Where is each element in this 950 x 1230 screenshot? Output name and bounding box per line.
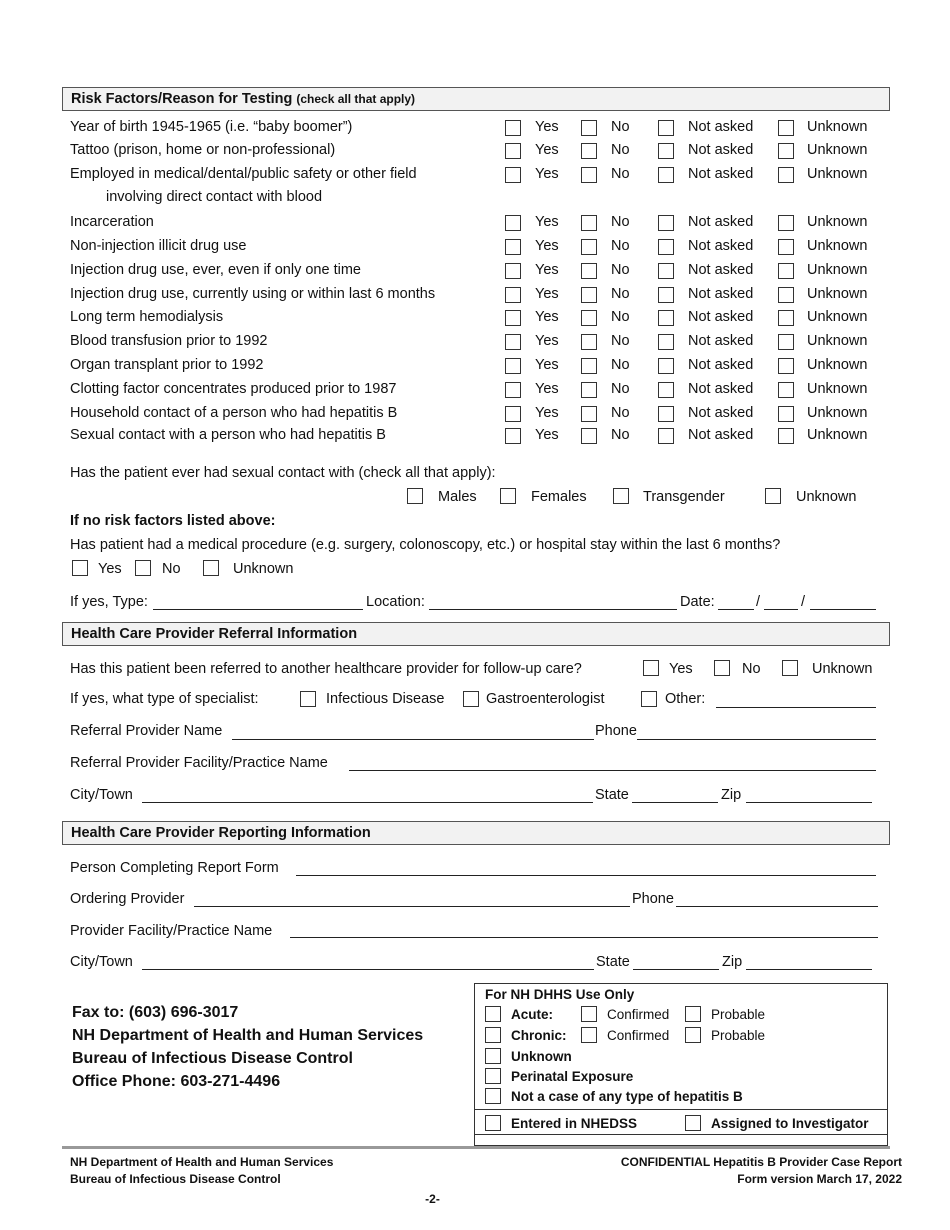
referral-title: Health Care Provider Referral Information	[71, 626, 358, 642]
sexual-contact-transgender-checkbox[interactable]	[613, 488, 629, 504]
risk-unknown-label: Unknown	[807, 286, 868, 302]
acute-probable-checkbox[interactable]	[685, 1006, 701, 1022]
risk-row-label: Non-injection illicit drug use	[70, 238, 247, 254]
risk-factors-title: Risk Factors/Reason for Testing	[71, 91, 293, 107]
referral-unknown-label: Unknown	[812, 661, 873, 677]
chronic-probable-checkbox[interactable]	[685, 1027, 701, 1043]
risk-yes-checkbox[interactable]	[505, 143, 521, 159]
referral-zip-field[interactable]	[746, 802, 872, 803]
risk-no-checkbox[interactable]	[581, 215, 597, 231]
provider-city-field[interactable]	[142, 969, 594, 970]
risk-no-label: No	[611, 405, 630, 421]
risk-unknown-checkbox[interactable]	[778, 167, 794, 183]
risk-yes-label: Yes	[535, 427, 559, 443]
procedure-unknown-label: Unknown	[233, 561, 294, 577]
contact-fax: Fax to: (603) 696-3017	[72, 1004, 239, 1021]
risk-no-label: No	[611, 427, 630, 443]
dhhs-unknown-label: Unknown	[511, 1049, 572, 1064]
risk-not-asked-checkbox[interactable]	[658, 382, 674, 398]
procedure-type-field[interactable]	[153, 609, 363, 610]
risk-unknown-checkbox[interactable]	[778, 263, 794, 279]
risk-yes-checkbox[interactable]	[505, 239, 521, 255]
risk-unknown-checkbox[interactable]	[778, 358, 794, 374]
risk-no-checkbox[interactable]	[581, 287, 597, 303]
risk-yes-checkbox[interactable]	[505, 215, 521, 231]
risk-row-label: Household contact of a person who had hepatitis B	[70, 405, 398, 421]
chronic-probable-label: Probable	[711, 1028, 766, 1043]
risk-not-asked-label: Not asked	[688, 238, 754, 254]
referral-city-label: City/Town	[70, 787, 133, 803]
perinatal-label: Perinatal Exposure	[511, 1069, 634, 1084]
acute-confirmed-label: Confirmed	[607, 1007, 670, 1022]
reporting-header	[62, 821, 890, 845]
risk-yes-label: Yes	[535, 166, 559, 182]
chronic-confirmed-label: Confirmed	[607, 1028, 670, 1043]
dhhs-title: For NH DHHS Use Only	[485, 987, 635, 1002]
risk-no-label: No	[611, 262, 630, 278]
risk-unknown-checkbox[interactable]	[778, 310, 794, 326]
risk-yes-label: Yes	[535, 357, 559, 373]
risk-no-checkbox[interactable]	[581, 239, 597, 255]
procedure-location-field[interactable]	[429, 609, 677, 610]
footer-form-version: Form version March 17, 2022	[737, 1172, 902, 1186]
sexual-contact-males-label: Males	[438, 489, 477, 505]
risk-factors-subtitle: (check all that apply)	[296, 92, 416, 106]
risk-yes-checkbox[interactable]	[505, 334, 521, 350]
risk-yes-label: Yes	[535, 309, 559, 325]
risk-not-asked-checkbox[interactable]	[658, 334, 674, 350]
risk-unknown-checkbox[interactable]	[778, 334, 794, 350]
assigned-investigator-label: Assigned to Investigator	[711, 1116, 869, 1131]
risk-not-asked-checkbox[interactable]	[658, 428, 674, 444]
risk-not-asked-label: Not asked	[688, 381, 754, 397]
entered-nhedss-checkbox[interactable]	[485, 1115, 501, 1131]
specialist-infectious-checkbox[interactable]	[300, 691, 316, 707]
risk-no-label: No	[611, 142, 630, 158]
risk-no-label: No	[611, 309, 630, 325]
risk-no-label: No	[611, 238, 630, 254]
procedure-date-label: Date:	[680, 594, 715, 610]
procedure-yes-label: Yes	[98, 561, 122, 577]
risk-not-asked-checkbox[interactable]	[658, 215, 674, 231]
risk-row-label: Tattoo (prison, home or non-professional)	[70, 142, 336, 158]
risk-no-label: No	[611, 381, 630, 397]
risk-not-asked-checkbox[interactable]	[658, 287, 674, 303]
procedure-date-month-field[interactable]	[718, 609, 754, 610]
risk-unknown-label: Unknown	[807, 405, 868, 421]
specialist-other-field[interactable]	[716, 707, 876, 708]
risk-no-checkbox[interactable]	[581, 428, 597, 444]
risk-yes-checkbox[interactable]	[505, 358, 521, 374]
referral-state-label: State	[595, 787, 629, 803]
risk-not-asked-label: Not asked	[688, 142, 754, 158]
footer-report-title: CONFIDENTIAL Hepatitis B Provider Case Report	[620, 1155, 902, 1169]
contact-office-phone: Office Phone: 603-271-4496	[72, 1073, 281, 1090]
referral-no-checkbox[interactable]	[714, 660, 730, 676]
risk-not-asked-label: Not asked	[688, 357, 754, 373]
risk-yes-checkbox[interactable]	[505, 120, 521, 136]
risk-unknown-checkbox[interactable]	[778, 143, 794, 159]
risk-no-checkbox[interactable]	[581, 120, 597, 136]
entered-nhedss-label: Entered in NHEDSS	[511, 1116, 638, 1131]
risk-yes-checkbox[interactable]	[505, 382, 521, 398]
chronic-checkbox[interactable]	[485, 1027, 501, 1043]
procedure-type-label: If yes, Type:	[70, 594, 148, 610]
risk-unknown-checkbox[interactable]	[778, 120, 794, 136]
risk-row-label: Sexual contact with a person who had hepatitis B	[70, 427, 386, 443]
specialist-other-checkbox[interactable]	[641, 691, 657, 707]
risk-not-asked-label: Not asked	[688, 333, 754, 349]
risk-no-checkbox[interactable]	[581, 406, 597, 422]
risk-no-label: No	[611, 214, 630, 230]
sexual-contact-question: Has the patient ever had sexual contact with (check all that apply):	[70, 465, 496, 481]
risk-unknown-label: Unknown	[807, 166, 868, 182]
risk-unknown-checkbox[interactable]	[778, 382, 794, 398]
risk-not-asked-label: Not asked	[688, 286, 754, 302]
not-case-checkbox[interactable]	[485, 1088, 501, 1104]
risk-not-asked-label: Not asked	[688, 309, 754, 325]
referral-state-field[interactable]	[632, 802, 718, 803]
provider-facility-label: Provider Facility/Practice Name	[70, 923, 273, 939]
procedure-no-checkbox[interactable]	[135, 560, 151, 576]
provider-state-field[interactable]	[633, 969, 719, 970]
risk-not-asked-checkbox[interactable]	[658, 358, 674, 374]
person-completing-label: Person Completing Report Form	[70, 860, 279, 876]
not-case-label: Not a case of any type of hepatitis B	[511, 1089, 743, 1104]
risk-not-asked-checkbox[interactable]	[658, 239, 674, 255]
risk-row-label: Injection drug use, currently using or within last 6 months	[70, 286, 436, 302]
referral-provider-name-field[interactable]	[232, 739, 594, 740]
referral-city-field[interactable]	[142, 802, 593, 803]
risk-yes-label: Yes	[535, 142, 559, 158]
acute-label: Acute:	[511, 1007, 554, 1022]
procedure-location-label: Location:	[366, 594, 425, 610]
procedure-no-label: No	[162, 561, 181, 577]
risk-unknown-checkbox[interactable]	[778, 428, 794, 444]
provider-city-label: City/Town	[70, 954, 133, 970]
procedure-question: Has patient had a medical procedure (e.g. surgery, colonoscopy, etc.) or hospital stay within the last 6 months?	[70, 537, 781, 553]
procedure-unknown-checkbox[interactable]	[203, 560, 219, 576]
risk-unknown-label: Unknown	[807, 427, 868, 443]
risk-not-asked-label: Not asked	[688, 262, 754, 278]
risk-row-label: Clotting factor concentrates produced prior to 1987	[70, 381, 397, 397]
footer-dept: NH Department of Health and Human Services	[70, 1155, 334, 1169]
acute-confirmed-checkbox[interactable]	[581, 1006, 597, 1022]
risk-row-label-continued: involving direct contact with blood	[106, 189, 323, 205]
perinatal-checkbox[interactable]	[485, 1068, 501, 1084]
referral-phone-label: Phone	[595, 723, 637, 739]
specialist-gastro-label: Gastroenterologist	[486, 691, 605, 707]
risk-unknown-label: Unknown	[807, 381, 868, 397]
provider-zip-field[interactable]	[746, 969, 872, 970]
risk-unknown-label: Unknown	[807, 309, 868, 325]
risk-yes-checkbox[interactable]	[505, 287, 521, 303]
risk-yes-checkbox[interactable]	[505, 310, 521, 326]
risk-not-asked-label: Not asked	[688, 405, 754, 421]
risk-row-label: Employed in medical/dental/public safety or other field	[70, 166, 417, 182]
risk-unknown-label: Unknown	[807, 262, 868, 278]
risk-yes-label: Yes	[535, 262, 559, 278]
chronic-label: Chronic:	[511, 1028, 567, 1043]
sexual-contact-unknown-checkbox[interactable]	[765, 488, 781, 504]
risk-unknown-checkbox[interactable]	[778, 215, 794, 231]
risk-factors-header	[62, 87, 890, 111]
risk-yes-checkbox[interactable]	[505, 406, 521, 422]
risk-unknown-checkbox[interactable]	[778, 406, 794, 422]
referral-provider-name-label: Referral Provider Name	[70, 723, 223, 739]
ordering-phone-label: Phone	[632, 891, 674, 907]
risk-row-label: Organ transplant prior to 1992	[70, 357, 264, 373]
risk-unknown-label: Unknown	[807, 142, 868, 158]
specialist-other-label: Other:	[665, 691, 706, 707]
referral-phone-field[interactable]	[637, 739, 876, 740]
specialist-infectious-label: Infectious Disease	[326, 691, 445, 707]
dhhs-unknown-checkbox[interactable]	[485, 1048, 501, 1064]
procedure-date-year-field[interactable]	[810, 609, 876, 610]
risk-yes-label: Yes	[535, 381, 559, 397]
ordering-provider-field[interactable]	[194, 906, 630, 907]
risk-not-asked-label: Not asked	[688, 119, 754, 135]
risk-unknown-label: Unknown	[807, 333, 868, 349]
reporting-title: Health Care Provider Reporting Information	[71, 825, 371, 841]
dhhs-divider-2	[475, 1134, 887, 1135]
risk-yes-checkbox[interactable]	[505, 263, 521, 279]
risk-yes-label: Yes	[535, 333, 559, 349]
referral-yes-label: Yes	[669, 661, 693, 677]
specialist-label: If yes, what type of specialist:	[70, 691, 259, 707]
sexual-contact-females-label: Females	[531, 489, 587, 505]
referral-yes-checkbox[interactable]	[643, 660, 659, 676]
risk-unknown-label: Unknown	[807, 214, 868, 230]
risk-not-asked-label: Not asked	[688, 214, 754, 230]
risk-row-label: Year of birth 1945-1965 (i.e. “baby boomer”)	[70, 119, 353, 135]
risk-not-asked-checkbox[interactable]	[658, 120, 674, 136]
risk-no-label: No	[611, 333, 630, 349]
risk-no-checkbox[interactable]	[581, 143, 597, 159]
referral-facility-label: Referral Provider Facility/Practice Name	[70, 755, 328, 771]
dhhs-use-box	[474, 983, 888, 1146]
chronic-confirmed-checkbox[interactable]	[581, 1027, 597, 1043]
referral-question: Has this patient been referred to another healthcare provider for follow-up care?	[70, 661, 582, 677]
risk-unknown-label: Unknown	[807, 357, 868, 373]
dhhs-divider-1	[475, 1109, 887, 1110]
risk-row-label: Long term hemodialysis	[70, 309, 224, 325]
risk-yes-label: Yes	[535, 119, 559, 135]
provider-facility-field[interactable]	[290, 937, 878, 938]
risk-not-asked-label: Not asked	[688, 166, 754, 182]
provider-state-label: State	[596, 954, 630, 970]
risk-no-label: No	[611, 286, 630, 302]
referral-zip-label: Zip	[721, 787, 742, 803]
risk-no-checkbox[interactable]	[581, 310, 597, 326]
sexual-contact-transgender-label: Transgender	[643, 489, 725, 505]
risk-yes-checkbox[interactable]	[505, 428, 521, 444]
specialist-gastro-checkbox[interactable]	[463, 691, 479, 707]
referral-unknown-checkbox[interactable]	[782, 660, 798, 676]
provider-zip-label: Zip	[722, 954, 743, 970]
sexual-contact-males-checkbox[interactable]	[407, 488, 423, 504]
risk-unknown-label: Unknown	[807, 119, 868, 135]
risk-not-asked-checkbox[interactable]	[658, 406, 674, 422]
risk-unknown-checkbox[interactable]	[778, 239, 794, 255]
sexual-contact-unknown-label: Unknown	[796, 489, 857, 505]
referral-header	[62, 622, 890, 646]
ordering-phone-field[interactable]	[676, 906, 878, 907]
assigned-investigator-checkbox[interactable]	[685, 1115, 701, 1131]
risk-unknown-checkbox[interactable]	[778, 287, 794, 303]
risk-yes-label: Yes	[535, 214, 559, 230]
acute-checkbox[interactable]	[485, 1006, 501, 1022]
referral-facility-field[interactable]	[349, 770, 876, 771]
sexual-contact-females-checkbox[interactable]	[500, 488, 516, 504]
contact-bureau: Bureau of Infectious Disease Control	[72, 1050, 353, 1067]
risk-yes-label: Yes	[535, 286, 559, 302]
risk-row-label: Blood transfusion prior to 1992	[70, 333, 268, 349]
footer-rule	[62, 1146, 890, 1149]
acute-probable-label: Probable	[711, 1007, 766, 1022]
contact-dept: NH Department of Health and Human Services	[72, 1027, 424, 1044]
risk-not-asked-checkbox[interactable]	[658, 310, 674, 326]
risk-no-checkbox[interactable]	[581, 334, 597, 350]
risk-no-checkbox[interactable]	[581, 263, 597, 279]
risk-row-label: Incarceration	[70, 214, 154, 230]
risk-not-asked-label: Not asked	[688, 427, 754, 443]
date-slash-1: /	[756, 594, 761, 610]
risk-not-asked-checkbox[interactable]	[658, 143, 674, 159]
risk-yes-label: Yes	[535, 238, 559, 254]
risk-yes-label: Yes	[535, 405, 559, 421]
risk-yes-checkbox[interactable]	[505, 167, 521, 183]
risk-unknown-label: Unknown	[807, 238, 868, 254]
risk-no-label: No	[611, 119, 630, 135]
risk-not-asked-checkbox[interactable]	[658, 167, 674, 183]
page-number: -2-	[425, 1192, 440, 1206]
risk-row-label: Injection drug use, ever, even if only one time	[70, 262, 361, 278]
risk-no-label: No	[611, 357, 630, 373]
risk-no-checkbox[interactable]	[581, 167, 597, 183]
referral-no-label: No	[742, 661, 761, 677]
person-completing-field[interactable]	[296, 875, 876, 876]
no-risk-heading: If no risk factors listed above:	[70, 513, 276, 529]
ordering-provider-label: Ordering Provider	[70, 891, 185, 907]
risk-not-asked-checkbox[interactable]	[658, 263, 674, 279]
date-slash-2: /	[801, 594, 806, 610]
procedure-date-day-field[interactable]	[764, 609, 798, 610]
risk-no-checkbox[interactable]	[581, 382, 597, 398]
risk-no-checkbox[interactable]	[581, 358, 597, 374]
footer-bureau: Bureau of Infectious Disease Control	[70, 1172, 281, 1186]
procedure-yes-checkbox[interactable]	[72, 560, 88, 576]
risk-no-label: No	[611, 166, 630, 182]
